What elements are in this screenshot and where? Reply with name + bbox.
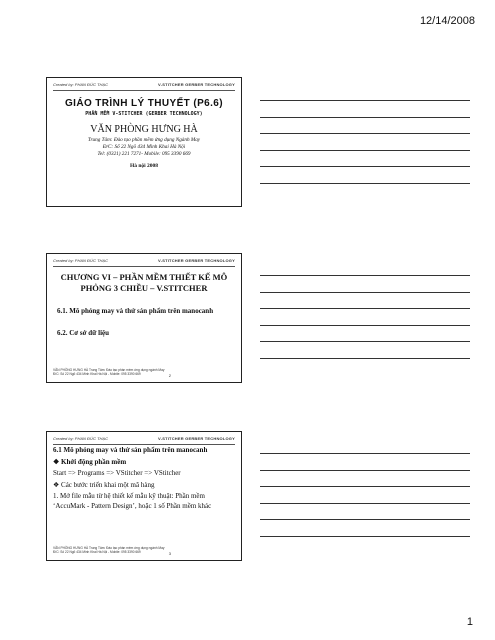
notes-lines-1 bbox=[260, 100, 470, 199]
slide-brand: V-STITCHER GERBER TECHNOLOGY bbox=[158, 258, 235, 263]
slide-author: Created by: PHAN ĐỨC THẠC bbox=[53, 258, 108, 263]
contact-line: Tel: (0321) 221 7271- Mobile: 095 3390 669 bbox=[97, 151, 191, 157]
slide-2 bbox=[46, 253, 242, 383]
note-line bbox=[260, 486, 470, 487]
bullet-item: ❖ Khởi động phần mềm bbox=[53, 457, 127, 466]
note-line bbox=[260, 519, 470, 520]
contact-line: Trung Tâm: Đào tạo phần mềm ứng dụng Ngành May bbox=[87, 137, 201, 143]
notes-lines-2 bbox=[260, 275, 470, 374]
footer-line: VĂN PHÒNG HƯNG HÀ Trung Tâm: Đào tạo phần mềm ứng dụng ngành May bbox=[53, 368, 165, 372]
toc-item: 6.2. Cơ sở dữ liệu bbox=[57, 329, 110, 337]
slide-number: 2 bbox=[168, 373, 171, 378]
note-line bbox=[260, 503, 470, 504]
note-line bbox=[260, 166, 470, 167]
slide-author: Created by: PHAN ĐỨC THẠC bbox=[53, 436, 108, 441]
footer-line: VĂN PHÒNG HƯNG HÀ Trung Tâm: Đào tạo phần mềm ứng dụng ngành May bbox=[53, 546, 165, 550]
notes-lines-3 bbox=[260, 453, 470, 552]
slide-1 bbox=[46, 77, 242, 207]
note-line bbox=[260, 100, 470, 101]
slide-header bbox=[53, 257, 235, 267]
slide-body bbox=[53, 446, 237, 513]
slide-footer bbox=[53, 368, 235, 378]
slide-brand: V-STITCHER GERBER TECHNOLOGY bbox=[158, 436, 235, 441]
page-number: 1 bbox=[466, 616, 473, 628]
chapter-title: CHƯƠNG VI – PHẦN MỀM THIẾT KẾ MÔ PHỎNG 3 CHIỀU – V.STITCHER bbox=[60, 272, 228, 293]
slide-number: 3 bbox=[168, 551, 171, 556]
note-line bbox=[260, 308, 470, 309]
slide-3 bbox=[46, 431, 242, 561]
note-line bbox=[260, 133, 470, 134]
note-line bbox=[260, 117, 470, 118]
slide-footer bbox=[53, 546, 235, 556]
slide-brand: V-STITCHER GERBER TECHNOLOGY bbox=[158, 82, 235, 87]
slide-title: GIÁO TRÌNH LÝ THUYẾT (P6.6) bbox=[64, 98, 224, 109]
step-item: 1. Mở file mẫu từ hệ thiết kế mẫu kỹ thuật: Phần mềm ‘AccuMark - Pattern Design’, hoặc 1 số Phần mềm khác bbox=[53, 492, 212, 510]
slide-author: Created by: PHAN ĐỨC THẠC bbox=[53, 82, 108, 87]
note-line bbox=[260, 183, 470, 184]
bullet-item: ❖ Các bước triển khai một mã hàng bbox=[53, 480, 155, 489]
slide-header bbox=[53, 81, 235, 91]
toc-item: 6.1. Mô phỏng may và thử sản phẩm trên manocanh bbox=[57, 307, 214, 315]
note-line bbox=[260, 536, 470, 537]
note-line bbox=[260, 453, 470, 454]
footer-line: Đ/C: Số 22 Ngõ 434 Minh Khai Hà Nội - Mobile: 095 3390 669 bbox=[53, 372, 141, 376]
slide-header bbox=[53, 435, 235, 445]
note-line bbox=[260, 150, 470, 151]
slide-subtitle: PHẦN MỀM V-STITCHER (GERBER TECHNOLOGY) bbox=[85, 111, 203, 117]
note-line bbox=[260, 292, 470, 293]
section-heading: 6.1 Mô phỏng may và thử sản phẩm trên manocanh bbox=[53, 446, 208, 454]
organization-name: VĂN PHÒNG HƯNG HÀ bbox=[90, 124, 198, 135]
note-line bbox=[260, 275, 470, 276]
note-line bbox=[260, 358, 470, 359]
contact-info bbox=[47, 137, 241, 158]
contact-line: Đ/C: Số 22 Ngõ 434 Minh Khai Hà Nội bbox=[102, 144, 186, 150]
footer-line: Đ/C: Số 22 Ngõ 434 Minh Khai Hà Nội - Mobile: 095 3390 669 bbox=[53, 550, 141, 554]
start-path: Start => Programs => VStitcher => VStitcher bbox=[53, 469, 181, 477]
place-year: Hà nội 2008 bbox=[129, 163, 159, 169]
print-date: 12/14/2008 bbox=[419, 15, 475, 27]
note-line bbox=[260, 470, 470, 471]
note-line bbox=[260, 325, 470, 326]
note-line bbox=[260, 341, 470, 342]
